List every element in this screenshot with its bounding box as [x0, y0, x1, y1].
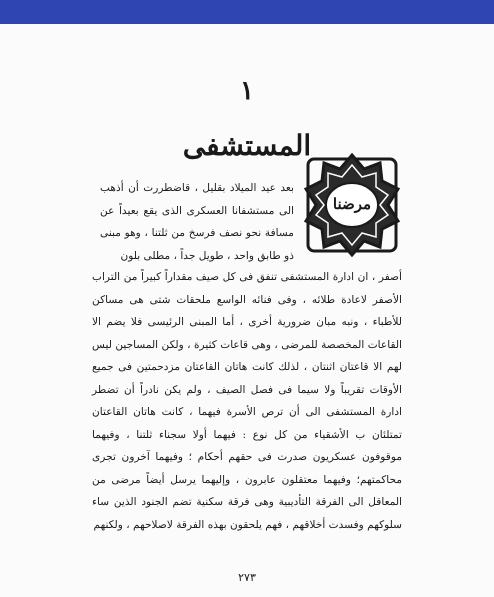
ornament-label: مرضنا	[332, 195, 372, 213]
page-number: ٢٧٣	[238, 571, 256, 584]
paragraph-intro: بعد عيد الميلاد بقليل ، قاضطررت أن أذهب الى مستشفانا العسكرى الذى يقع بعيداً عن مسافة نحو نصف فرسخ من ثلتنا ، وهو مبنى ذو طابق واحد ، طويل جداً ، مطلى بلون	[100, 182, 294, 262]
chapter-title: المستشفى	[182, 129, 312, 162]
top-app-bar	[0, 0, 494, 24]
paragraph-main: أصفر ، ان ادارة المستشفى تنفق فى كل صيف مقداراً كبيراً من التراب الأصفر لاعادة طلائه ، وفى فنائه الواسع ملحقات شتى هى مساكن للأطباء ، ونبه مبان ضرورية أخرى ، أما المبنى الرئيسى فلا يضم الا القاعات المخصصة للمرضى ، وهى قاعات كثيرة ، ولكن المساجين ليس لهم الا قاعتان اثنتان ، لذلك كانت هاتان القاعتان مزدحمتين فى جميع الأوقات تقريباً ولا سيما فى فصل الصيف ، ولم يكن نادراً أن تضطر ادارة المستشفى الى أن ترص الأسرة فيهما ، كانت هاتان القاعتان تمتلئان ب الأشقياء من كل نوع : فيهما أولا سجناء ثلتنا ، وفيهما موقوفون عسكريون صدرت فى حقهم أحكام ؛ وفيهما آخرون تجرى محاكمتهم؛ وفيهما معتقلون عابرون ، وإليهما يرسل أيضاً مرضى من المعاقل الى الفرقة التأديبية وهى فرقة سكنية تضم الجنود الذين ساء سلوكهم وفسدت أخلاقهم ، فهم يلحقون بهذه الفرقة لاصلاحهم ، ولكنهم	[92, 271, 402, 531]
chapter-number: ١	[240, 76, 254, 106]
